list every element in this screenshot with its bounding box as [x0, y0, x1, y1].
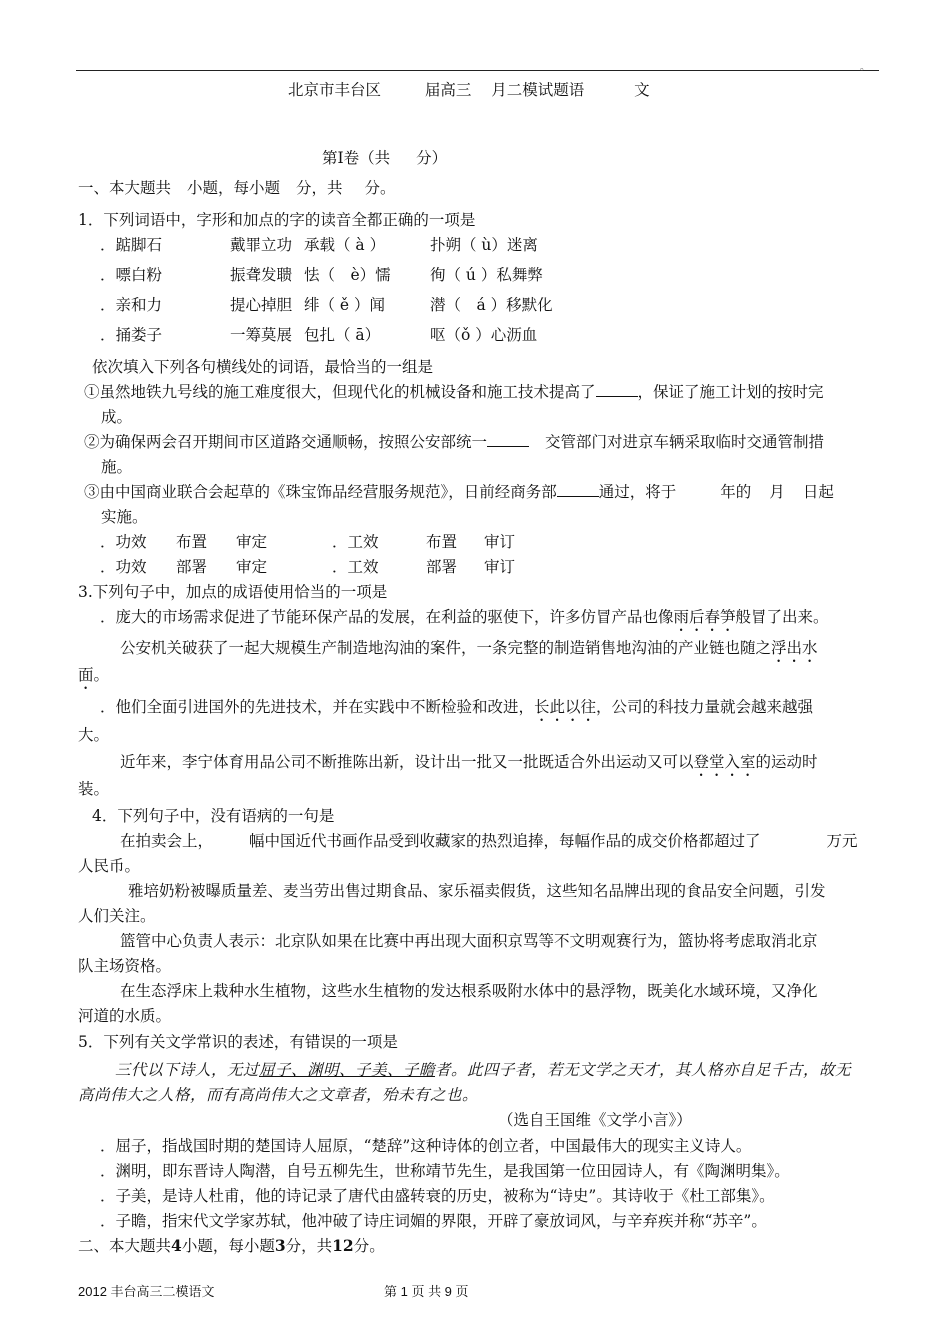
q1-option-b: ．嘌白粉 振聋发聩 怯（ è）懦 徇（ ú ）私舞弊: [100, 266, 543, 284]
q5-quote-line1: 三代以下诗人，无过屈子、渊明、子美、子瞻者。此四子者，若无文学之天才，其人格亦自足千古，故无: [115, 1061, 852, 1079]
q4-option-a-cont: 人民币。: [78, 857, 141, 875]
q2-options-row2: ．功效 部署 审定 ．工效 部署 审订: [100, 558, 516, 576]
part2-intro: 二、本大题共4小题，每小题3分，共12分。: [78, 1236, 385, 1255]
dotted-idiom: 长此以往: [534, 698, 597, 716]
q3-option-c-cont: 大。: [78, 726, 110, 744]
q5-source: （选自王国维《文学小言》）: [498, 1111, 692, 1129]
q2-sentence-1: ①虽然地铁九号线的施工难度很大，但现代化的机械设备和施工技术提高了 ，保证了施工计划的按时完: [84, 383, 824, 401]
underlined-names: 屈子、渊明、子美、子瞻: [259, 1061, 436, 1079]
title-part: 月二模试题语: [491, 81, 585, 99]
q4-option-c: 篮管中心负责人表示：北京队如果在比赛中再出现大面积京骂等不文明观赛行为，篮协将考虑取消北京: [120, 932, 818, 950]
corner-mark: 。: [860, 62, 870, 73]
fill-blank: [487, 432, 529, 447]
dotted-idiom: 浮出水: [771, 639, 818, 657]
q2-sentence-1-cont: 成。: [101, 408, 133, 426]
q3-option-d: 近年来，李宁体育用品公司不断推陈出新，设计出一批又一批既适合外出运动又可以登堂入室的运动时: [120, 753, 818, 771]
q2-sentence-3-cont: 实施。: [101, 508, 148, 526]
section-title: 第Ⅰ卷（共 分）: [322, 149, 448, 167]
page-header-title: [288, 78, 650, 100]
footer-doc-name: 2012 丰台高三二模语文: [78, 1284, 215, 1299]
q3-option-a: ．庞大的市场需求促进了节能环保产品的发展，在利益的驱使下，许多仿冒产品也像雨后春笋般冒了出来。: [100, 608, 829, 626]
q4-option-b: 雅培奶粉被曝质量差、麦当劳出售过期食品、家乐福卖假货，这些知名品牌出现的食品安全问题，引发: [128, 882, 826, 900]
q1-option-d: ．捅娄子 一筹莫展 包扎（ ā） 呕（ǒ ）心沥血: [100, 326, 538, 344]
q3-option-c: ．他们全面引进国外的先进技术，并在实践中不断检验和改进，长此以往，公司的科技力量就会越来越强: [100, 698, 814, 716]
q3-option-d-cont: 装。: [78, 780, 110, 798]
q5-option-c: ．子美，是诗人杜甫，他的诗记录了唐代由盛转衰的历史，被称为“诗史”。其诗收于《杜工部集》。: [100, 1187, 775, 1205]
part1-intro: 一、本大题共 小题，每小题 分，共 分。: [78, 179, 396, 197]
q2-sentence-2-cont: 施。: [101, 458, 133, 476]
dotted-idiom: 登堂入室: [693, 753, 756, 771]
q2-sentence-3: ③由中国商业联合会起草的《珠宝饰品经营服务规范》，日前经商务部 通过，将于 年的 月 日起: [84, 483, 834, 501]
q1-option-c: ．亲和力 提心掉胆 绯（ ě ）闻 潜（ á ）移默化: [100, 296, 553, 314]
q5-stem: 5．下列有关文学常识的表述，有错误的一项是: [78, 1033, 398, 1051]
q3-stem: 3.下列句子中，加点的成语使用恰当的一项是: [78, 583, 388, 601]
footer-page-number: 第 1 页 共 9 页: [384, 1284, 469, 1299]
q2-sentence-2: ②为确保两会召开期间市区道路交通顺畅，按照公安部统一 交管部门对进京车辆采取临时交通管制措: [84, 433, 825, 451]
q3-option-b: 公安机关破获了一起大规模生产制造地沟油的案件，一条完整的制造销售地沟油的产业链也随之浮出水: [120, 639, 818, 657]
q4-option-d: 在生态浮床上栽种水生植物，这些水生植物的发达根系吸附水体中的悬浮物，既美化水域环境，又净化: [120, 982, 818, 1000]
fill-blank: [596, 382, 638, 397]
q3-option-b-cont: 面。: [78, 666, 110, 684]
q5-quote-line2: 高尚伟大之人格，而有高尚伟大之文章者，殆未有之也。: [78, 1086, 479, 1104]
q4-option-d-cont: 河道的水质。: [78, 1007, 172, 1025]
q4-option-a: 在拍卖会上， 幅中国近代书画作品受到收藏家的热烈追捧，每幅作品的成交价格都超过了 万元: [120, 832, 858, 850]
q2-options-row1: ．功效 布置 审定 ．工效 布置 审订: [100, 533, 516, 551]
fill-blank: [557, 482, 599, 497]
q4-option-b-cont: 人们关注。: [78, 907, 156, 925]
header-rule: [76, 70, 879, 71]
title-part: 届高三: [424, 81, 472, 99]
q1-option-a: ．踮脚石 戴罪立功 承载（ à ） 扑朔（ ù）迷离: [100, 236, 538, 254]
dotted-idiom: 雨后春笋: [673, 608, 736, 626]
q5-option-d: ．子瞻，指宋代文学家苏轼，他冲破了诗庄词媚的界限，开辟了豪放词风，与辛弃疾并称“苏辛”。: [100, 1212, 767, 1230]
title-part: 北京市丰台区: [288, 81, 382, 99]
title-part: 文: [634, 81, 650, 99]
q4-option-c-cont: 队主场资格。: [78, 957, 172, 975]
q1-stem: 1．下列词语中，字形和加点的字的读音全都正确的一项是: [78, 211, 476, 229]
q5-option-a: ．屈子，指战国时期的楚国诗人屈原，“楚辞”这种诗体的创立者，中国最伟大的现实主义诗人。: [100, 1137, 752, 1155]
dotted-idiom: 面: [78, 666, 94, 684]
q2-stem: 依次填入下列各句横线处的词语，最恰当的一组是: [92, 358, 434, 376]
q4-stem: 4．下列句子中，没有语病的一句是: [92, 807, 335, 825]
q5-option-b: ．渊明，即东晋诗人陶潜，自号五柳先生，世称靖节先生，是我国第一位田园诗人，有《陶渊明集》。: [100, 1162, 790, 1180]
